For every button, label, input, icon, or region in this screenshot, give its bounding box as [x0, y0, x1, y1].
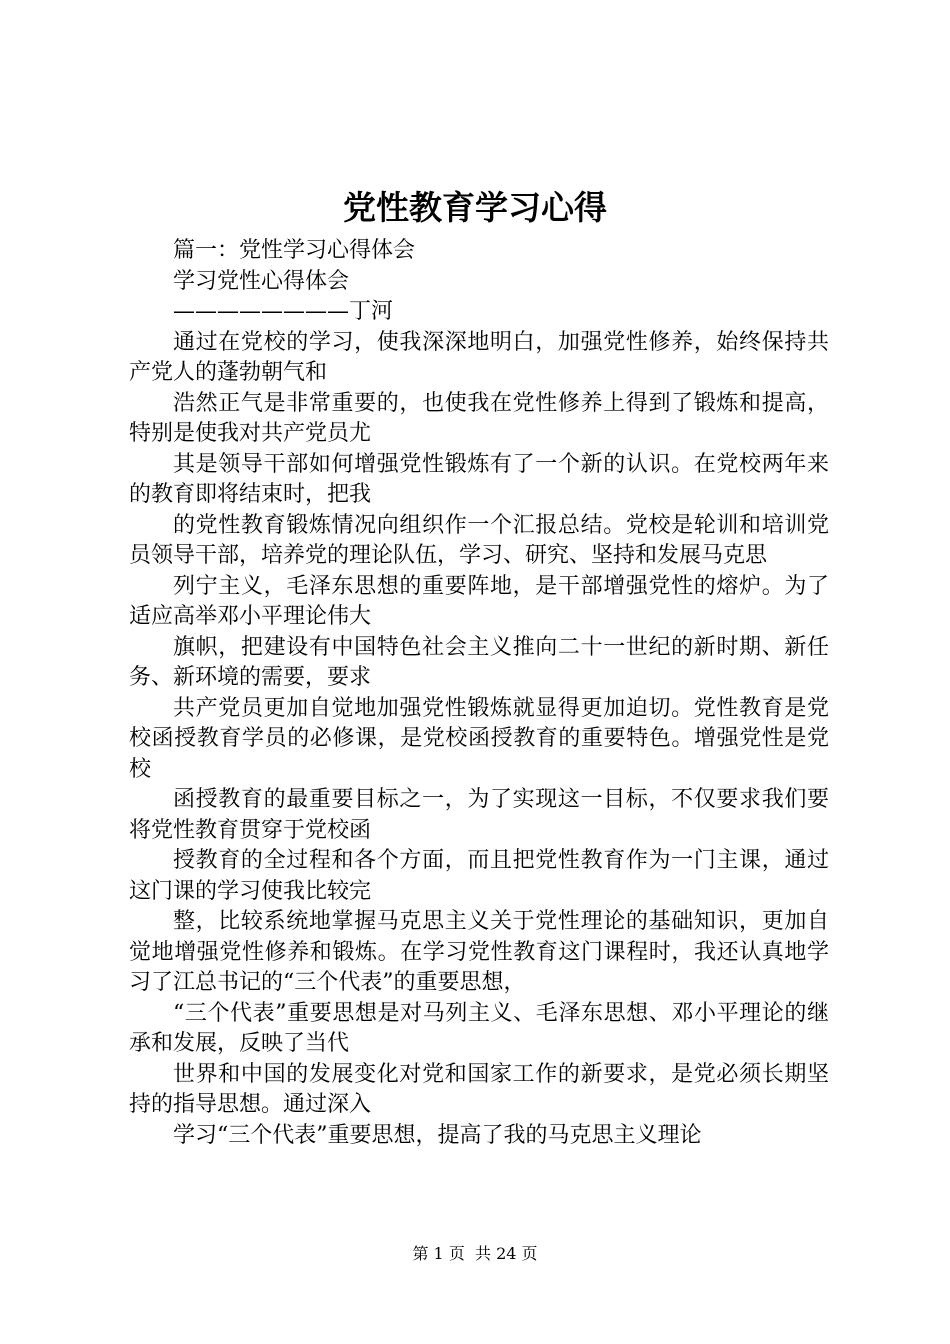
- paragraph: 授教育的全过程和各个方面，而且把党性教育作为一门主课，通过这门课的学习使我比较完: [129, 848, 829, 904]
- paragraph: 的党性教育锻炼情况向组织作一个汇报总结。党校是轮训和培训党员领导干部，培养党的理论队伍，学习、研究、坚持和发展马克思: [129, 512, 829, 568]
- paragraph: 世界和中国的发展变化对党和国家工作的新要求，是党必须长期坚持的指导思想。通过深入: [129, 1061, 829, 1117]
- page-footer: [0, 1242, 950, 1266]
- paragraph: 其是领导干部如何增强党性锻炼有了一个新的认识。在党校两年来的教育即将结束时，把我: [129, 451, 829, 507]
- document-body: [129, 236, 829, 1151]
- paragraph: 共产党员更加自觉地加强党性锻炼就显得更加迫切。党性教育是党校函授教育学员的必修课，是党校函授教育的重要特色。增强党性是党校: [129, 695, 829, 782]
- paragraph: 浩然正气是非常重要的，也使我在党性修养上得到了锻炼和提高，特别是使我对共产党员尤: [129, 390, 829, 446]
- paragraph: 整，比较系统地掌握马克思主义关于党性理论的基础知识，更加自觉地增强党性修养和锻炼。在学习党性教育这门课程时，我还认真地学习了江总书记的“三个代表”的重要思想，: [129, 909, 829, 995]
- paragraph: 列宁主义，毛泽东思想的重要阵地，是干部增强党性的熔炉。为了适应高举邓小平理论伟大: [129, 573, 829, 629]
- paragraph: “三个代表”重要思想是对马列主义、毛泽东思想、邓小平理论的继承和发展，反映了当代: [129, 1000, 829, 1056]
- paragraph-subtitle: 学习党性心得体会: [173, 268, 350, 294]
- document-title: 党性教育学习心得: [343, 188, 607, 227]
- paragraph: 函授教育的最重要目标之一，为了实现这一目标，不仅要求我们要将党性教育贯穿于党校函: [129, 787, 829, 843]
- paragraph: 通过在党校的学习，使我深深地明白，加强党性修养，始终保持共产党人的蓬勃朝气和: [129, 329, 829, 385]
- paragraph-heading-part-one: 篇一：党性学习心得体会: [173, 238, 416, 263]
- paragraph: 旗帜，把建设有中国特色社会主义推向二十一世纪的新时期、新任务、新环境的需要，要求: [129, 634, 829, 690]
- paragraph-author: ————————丁河: [173, 299, 394, 324]
- paragraph: 学习“三个代表”重要思想，提高了我的马克思主义理论: [173, 1122, 702, 1148]
- page-number-label: 第 1 页 共 24 页: [412, 1244, 538, 1263]
